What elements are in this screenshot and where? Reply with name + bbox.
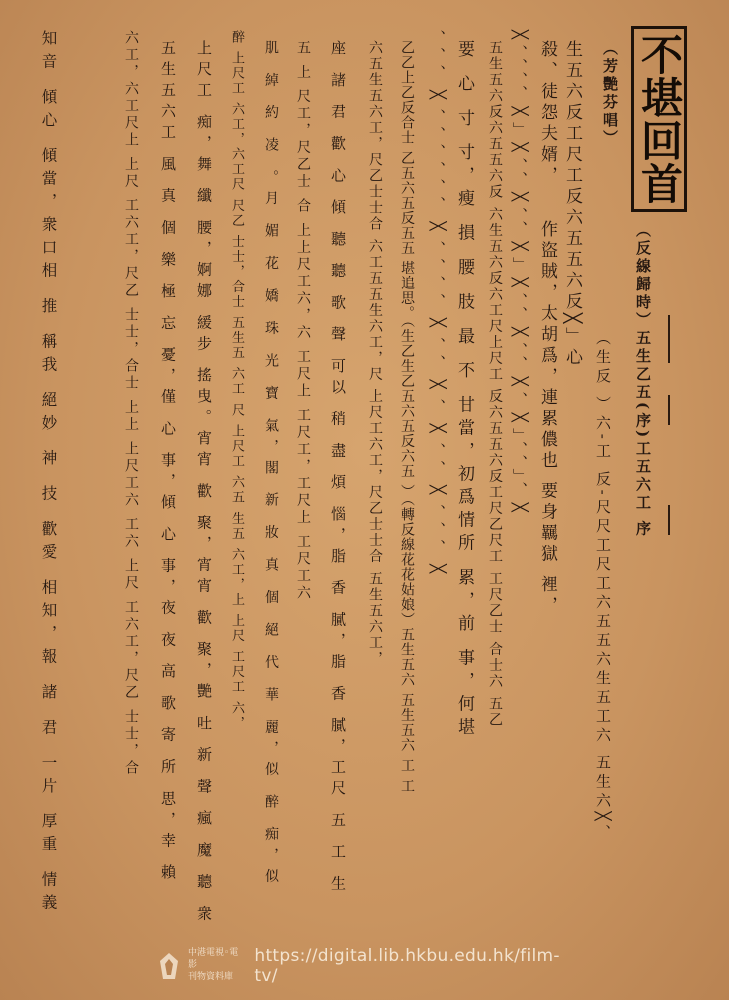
- lyric-column: 五生五六工 風 真 個 樂 極 忘 憂，僅 心 事，傾 心 事，夜 夜 高 歌 寄 所 思，幸 賴: [159, 40, 177, 885]
- lyric-column: 五 上 尺工，尺乙士 合 上上尺工六，六 工尺上 工尺工，工尺上 工尺工六: [295, 40, 311, 603]
- lyric-column: 五生五六反六五五六反 六生五六反六工尺上尺工 反六五五六反工尺乙尺工 工尺乙士 合士六 五乙: [487, 40, 503, 729]
- lyric-column: 醉 上尺工 六工，六工尺 尺乙 士士，合士 五生五 六工 尺 上尺工 六五 生五 六工，上 上尺 工尺工 六，: [229, 30, 244, 731]
- footer-watermark: [158, 946, 578, 986]
- lyric-column: 殺、徒怨夫婿，: [537, 40, 557, 187]
- page-title: 不堪回首: [635, 33, 684, 205]
- logo-line1: 中港電視◦電影: [188, 948, 239, 971]
- lyric-column: 要 心 寸 寸，瘦 損 腰 肢 最 不 甘當，初爲情所 累，前 事，何堪: [454, 40, 474, 741]
- lyric-column: （生反 ）六-工 反-尺尺工尺工六五五六生五工六 五生六╳、: [594, 330, 612, 844]
- singer-credit: （芳艷芬唱）: [601, 40, 619, 148]
- logo-line2: 刊物資料庫: [188, 971, 234, 982]
- dash-mark: [668, 395, 670, 425]
- lyric-column: ╳、、、、╳」╳、、╳、、╳」╳、、╳、、╳、╳」、、」、╳: [511, 30, 529, 518]
- lyric-column: 、、、╳、、、、、、╳、、、、╳、、╳、╳、、╳、、、╳: [429, 30, 447, 584]
- lyric-column: 六五生五六工，尺乙士士合 六工五五生六工，尺 上尺工六工，尺乙士士合 五生五六工，: [367, 40, 383, 668]
- lyric-column: 座 諸 君 歡 心 傾 聽 聽 歌 聲 可以 稍 盡 煩 惱，脂 香 膩，脂 香 膩，工尺 五 工 生: [329, 40, 347, 897]
- dash-mark: [668, 505, 670, 535]
- title-box: [631, 26, 687, 212]
- lyric-column: 六工，六工尺上 上尺 工六工，尺乙 士士，合士 上上 上尺工六 工六 上尺 工六工，尺乙 士士，合: [123, 30, 139, 778]
- lyric-column: 上尺工 痴，舞 纖 腰，婀娜 緩步 搖曳。宵宵 歡 聚，宵宵 歡 聚，艷 吐 新 聲 瘋 魔 聽 衆: [195, 40, 213, 927]
- subtitle: （反線歸時）五生乙五(序)工五六工 序: [634, 222, 652, 539]
- lyric-column: 知音 傾心 傾當，衆口相 推 稱我 絕妙 神 技 歡愛 相知，報 諸 君 一片 厚重 情義: [39, 30, 58, 917]
- lyric-column: 作盜賊，太胡爲，連累儂也 要身羈獄 裡，: [537, 220, 557, 617]
- library-logo-text: [188, 948, 246, 983]
- lyric-column: 乙乙上乙反合士 乙五六五反五五 堪追思。（生乙生乙五六五反六五 ）（轉反線花花姑娘）五生五六 五生五六 工 工: [399, 40, 415, 794]
- lyric-column: 肌 綽 約 凌 。月 媚 花 嬌 珠 光 寶 氣，閣 新 妝 真 個 絕 代 華 麗，似 醉 痴，似: [263, 40, 279, 890]
- lyric-column: 生五六反工尺工反六五五六反╳」心: [562, 40, 582, 370]
- source-url[interactable]: https://digital.lib.hkbu.edu.hk/film-tv/: [254, 946, 560, 986]
- dash-mark: [668, 315, 670, 363]
- library-logo-icon: [158, 951, 180, 981]
